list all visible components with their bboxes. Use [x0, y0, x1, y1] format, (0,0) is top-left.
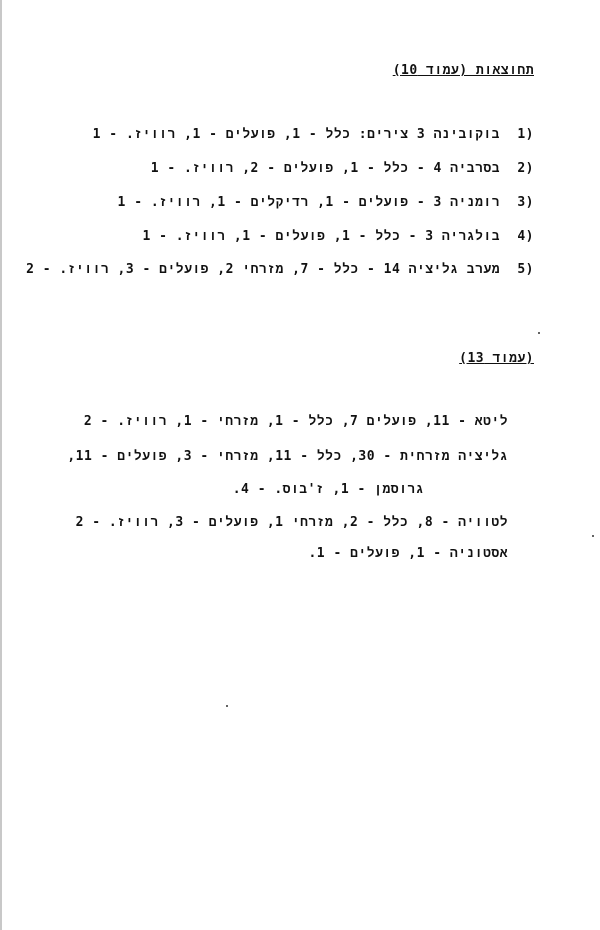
section1-line-2-number: 2) [517, 161, 534, 176]
section2-line-5: אסטוניה - 1, פועלים - 1. [308, 546, 508, 561]
section1-line-4-text: בולגריה 3 - כלל - 1, פועלים - 1, רוויז. - 1 [142, 229, 500, 244]
section1-line-1-text: בוקובינה 3 צירים: כלל - 1, פועלים - 1, רוויז. - 1 [92, 127, 500, 142]
section1-line-4-number: 4) [517, 229, 534, 244]
section1-line-3-text: רומניה 3 - פועלים - 1, רדיקלים - 1, רוויז. - 1 [117, 195, 500, 210]
section1-line-5-number: 5) [517, 262, 534, 277]
page-left-edge [0, 0, 2, 930]
section1-line-1-number: 1) [517, 127, 534, 142]
section2-heading: (עמוד 13) [459, 351, 534, 366]
speck [538, 332, 540, 334]
section2-line-4: לטוויה - 8, כלל - 2, מזרחי 1, פועלים - 3, רוויז. - 2 [75, 515, 508, 530]
section1-line-2-text: בסרביה 4 - כלל - 1, פועלים - 2, רוויז. - 1 [150, 161, 500, 176]
section1-heading: תחוצאות (עמוד 10) [392, 63, 534, 78]
section2-line-2: גליציה מזרחית - 30, כלל - 11, מזרחי - 3, פועלים - 11, [67, 449, 508, 464]
section2-line-1: ליטא - 11, פועלים 7, כלל - 1, מזרחי - 1, רוויז. - 2 [83, 414, 508, 429]
section1-line-3-number: 3) [517, 195, 534, 210]
section1-line-5-text: מערב גליציה 14 - כלל - 7, מזרחי 2, פועלים - 3, רוויז. - 2 [26, 262, 500, 277]
speck [592, 535, 594, 537]
section2-line-3: גרוסמן - 1, ז'בוס. - 4. [232, 482, 424, 497]
speck [226, 705, 228, 707]
